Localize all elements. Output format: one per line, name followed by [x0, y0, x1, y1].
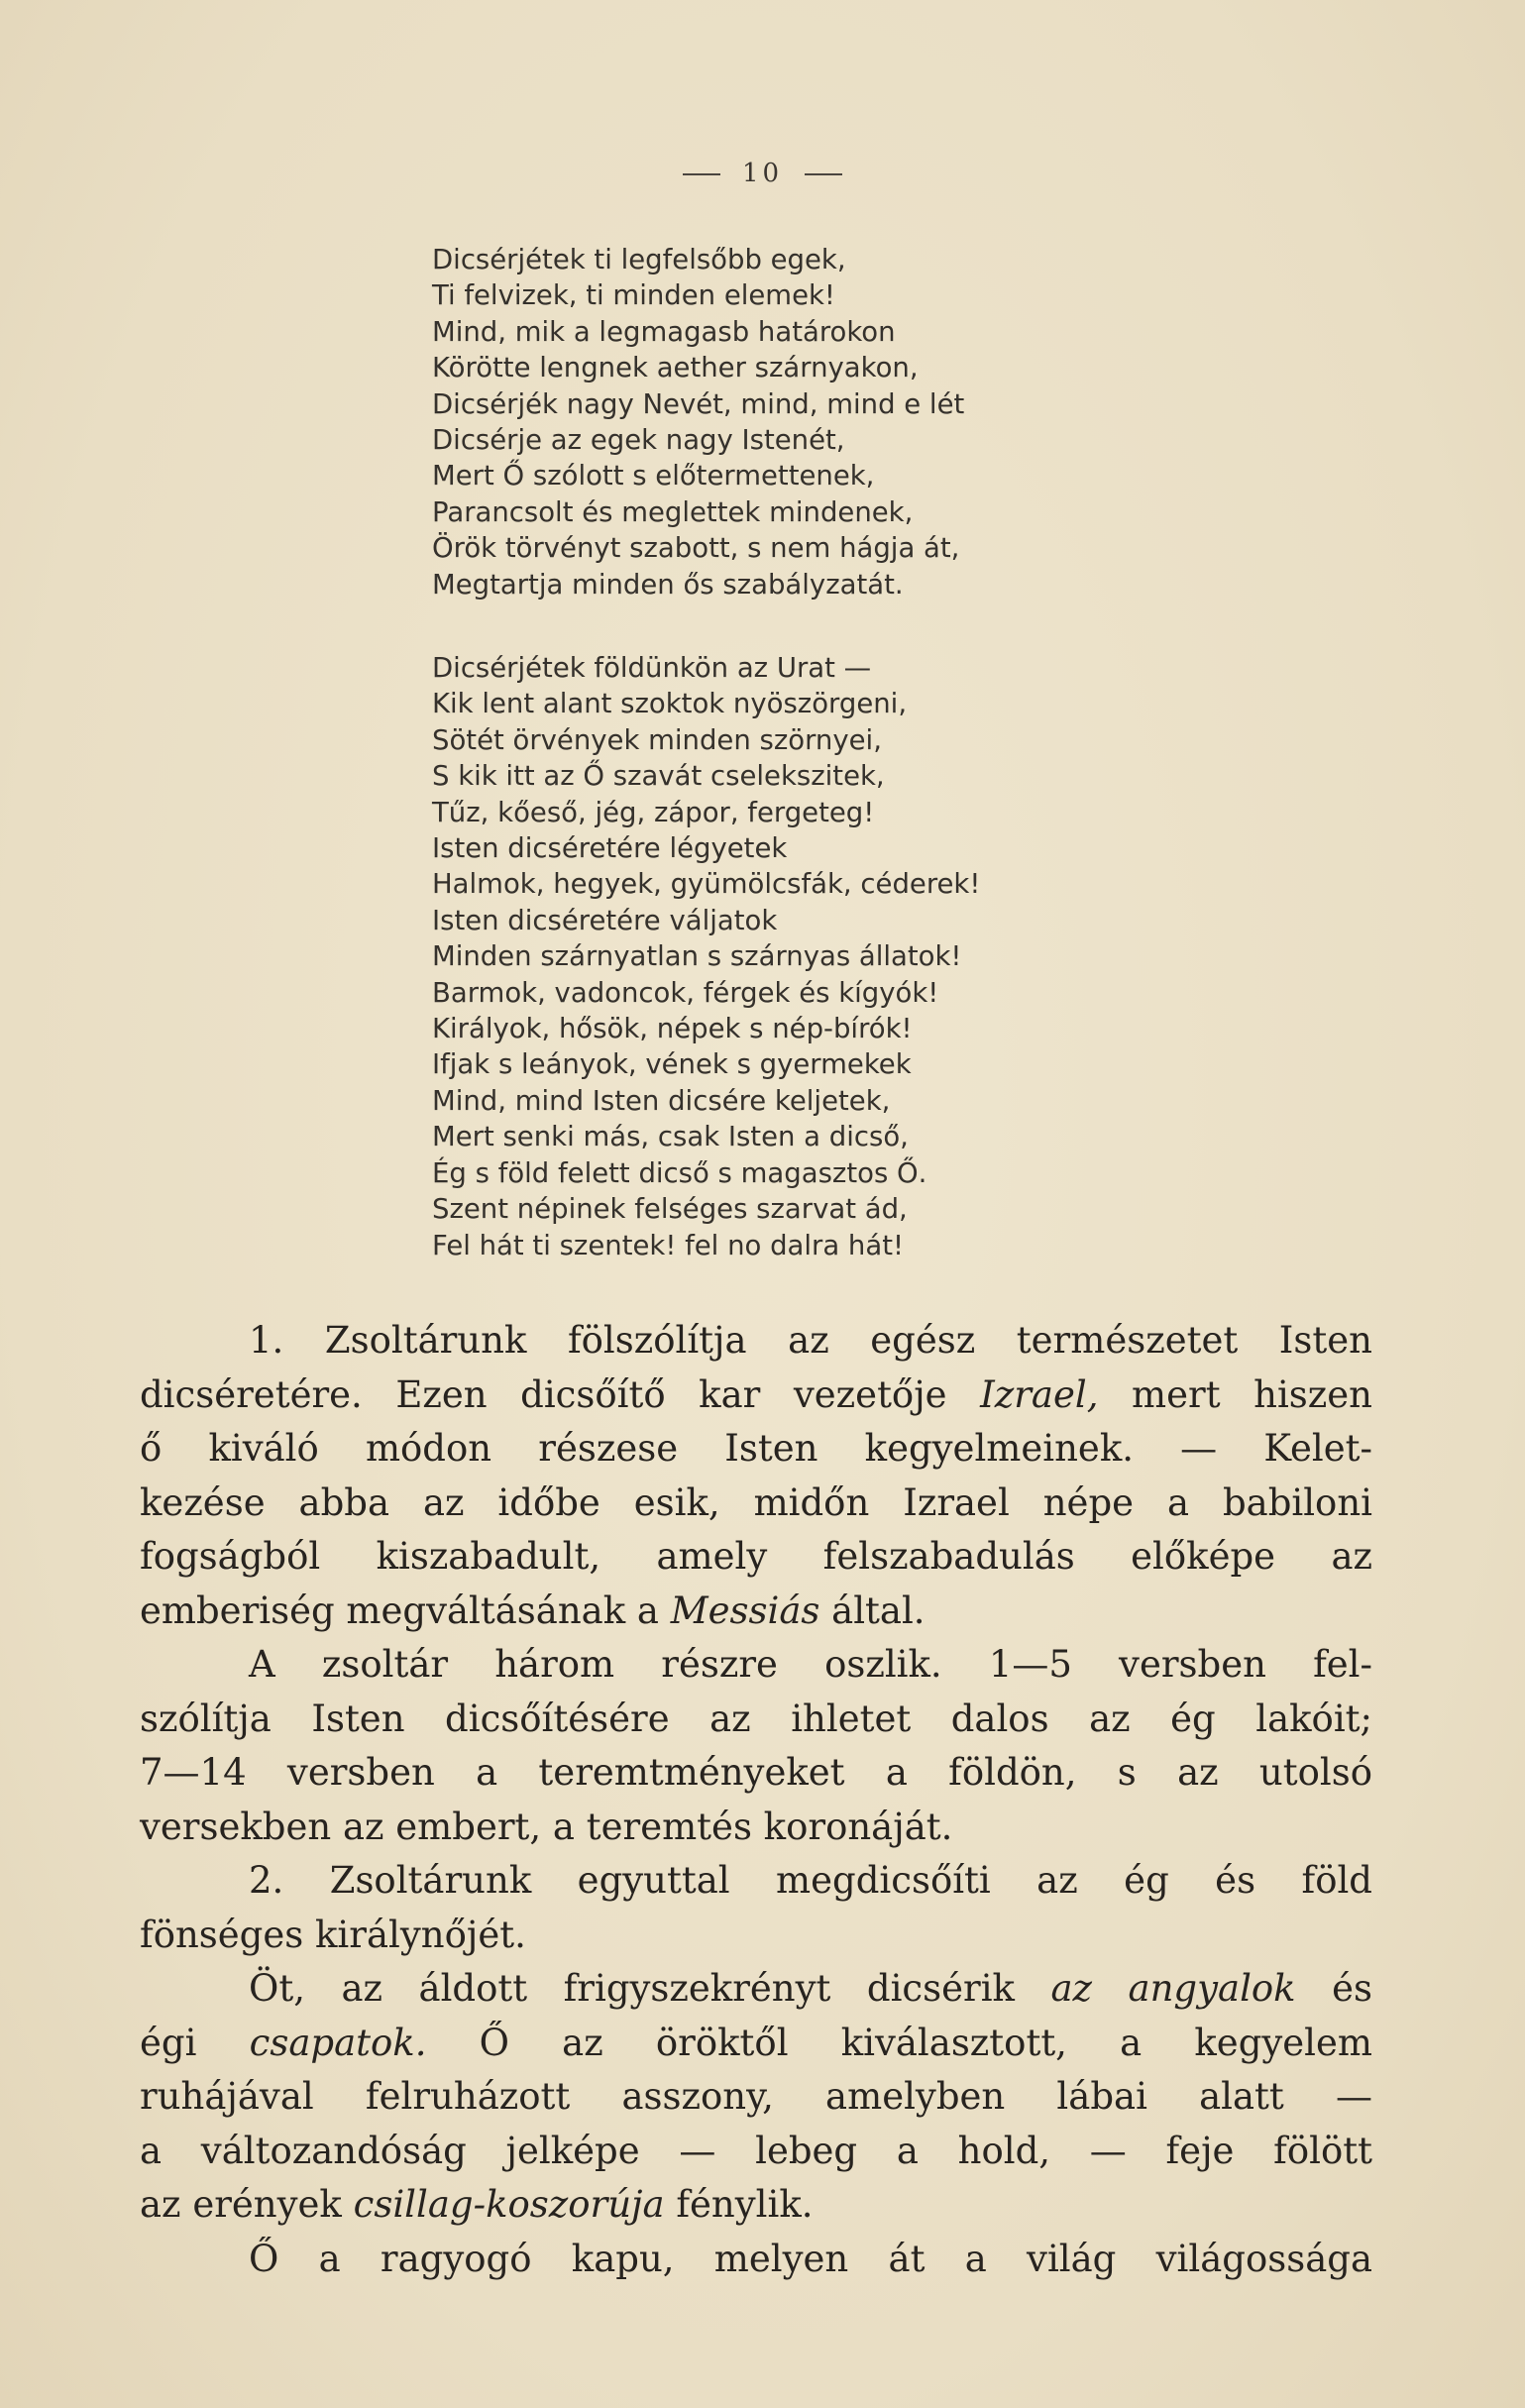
- poem-line: Mert senki más, csak Isten a dicső,: [432, 1121, 909, 1153]
- commentary-line: 7—14 versben a teremtményeket a földön, s az utolsó: [140, 1751, 1372, 1794]
- commentary-line: kezése abba az időbe esik, midőn Izrael népe a babiloni: [140, 1480, 1372, 1524]
- commentary-text: emberiség megváltásának a: [140, 1588, 659, 1632]
- poem-line: Isten dicséretére légyetek: [432, 832, 788, 865]
- commentary-line: [140, 1314, 1372, 1368]
- poem-line: Fel hát ti szentek! fel no dalra hát!: [432, 1229, 904, 1261]
- commentary-line: fönséges királynőjét.: [140, 1913, 526, 1956]
- commentary-line: a változandóság jelképe — lebeg a hold, — feje fölött: [140, 2129, 1372, 2172]
- italic-term: csillag-koszorúja: [353, 2183, 665, 2226]
- italic-term: csapatok.: [249, 2021, 427, 2064]
- poem-line: Kik lent alant szoktok nyöszörgeni,: [432, 688, 908, 720]
- poem-line: Ég s föld felett dicső s magasztos Ő.: [432, 1156, 927, 1189]
- poem-line: Mert Ő szólott s előtermettenek,: [432, 460, 875, 493]
- poem-line: Isten dicséretére váljatok: [432, 904, 778, 936]
- poem-stanza-2: [432, 650, 1185, 1263]
- commentary-text: Ő az öröktől kiválasztott, a kegyelem: [479, 2021, 1372, 2064]
- poem-stanza-1: [432, 242, 1185, 602]
- commentary-text: és: [1332, 1967, 1373, 2010]
- poem-line: Sötét örvények minden szörnyei,: [432, 723, 882, 756]
- poem-line: Ti felvizek, ti minden elemek!: [432, 279, 835, 312]
- poem-line: Dicsérjétek ti legfelsőbb egek,: [432, 244, 846, 275]
- italic-term: Izrael,: [980, 1372, 1099, 1416]
- page-number-text: 10: [741, 159, 784, 188]
- poem-line: S kik itt az Ő szavát cselekszitek,: [432, 760, 885, 793]
- poem-line: Mind, mik a legmagasb határokon: [432, 315, 896, 348]
- commentary-text: által.: [831, 1588, 926, 1632]
- poem-line: Barmok, vadoncok, férgek és kígyók!: [432, 976, 939, 1009]
- right-dash-ornament: [805, 173, 842, 175]
- commentary-text: az erények: [140, 2183, 342, 2226]
- poem-line: Körötte lengnek aether szárnyakon,: [432, 352, 919, 384]
- commentary-text: fénylik.: [676, 2183, 814, 2226]
- commentary-text: mert hiszen: [1132, 1372, 1372, 1416]
- italic-term: az angyalok: [1050, 1967, 1296, 2010]
- commentary-line: Ő a ragyogó kapu, melyen át a világ világossága: [249, 2237, 1372, 2280]
- commentary-line: [140, 1962, 1372, 2017]
- commentary-line: szólítja Isten dicsőítésére az ihletet dalos az ég lakóit;: [140, 1697, 1372, 1740]
- poem-line: Dicsérjék nagy Nevét, mind, mind e lét: [432, 387, 965, 420]
- commentary-line: [140, 1368, 1372, 1423]
- commentary-line: fogságból kiszabadult, amely felszabadulás előképe az: [140, 1535, 1372, 1578]
- commentary-text: Zsoltárunk fölszólítja az egész természetet Isten: [324, 1319, 1373, 1362]
- left-dash-ornament: [683, 173, 720, 175]
- commentary-body: [140, 1314, 1372, 2286]
- commentary-text: dicséretére. Ezen dicsőítő kar vezetője: [140, 1372, 947, 1416]
- poem-line: Halmok, hegyek, gyümölcsfák, céderek!: [432, 868, 981, 901]
- page-number: [0, 159, 1525, 188]
- commentary-text: égi: [140, 2021, 197, 2064]
- italic-term: Messiás: [670, 1588, 820, 1632]
- commentary-line: [140, 2017, 1372, 2071]
- commentary-line: A zsoltár három részre oszlik. 1—5 versben fel-: [249, 1643, 1372, 1686]
- poem-line: Minden szárnyatlan s szárnyas állatok!: [432, 940, 962, 973]
- commentary-line: 2. Zsoltárunk egyuttal megdicsőíti az ég és föld: [249, 1859, 1372, 1902]
- poem-line: Dicsérje az egek nagy Istenét,: [432, 424, 845, 457]
- poem-line: Szent népinek felséges szarvat ád,: [432, 1193, 908, 1226]
- poem-line: Dicsérjétek földünkön az Urat —: [432, 652, 872, 684]
- commentary-line: ő kiváló módon részese Isten kegyelmeinek. — Kelet-: [140, 1427, 1372, 1470]
- commentary-line: versekben az embert, a teremtés koronáját.: [140, 1805, 953, 1848]
- poem-line: Ifjak s leányok, vének s gyermekek: [432, 1048, 912, 1081]
- section-number: 1.: [249, 1319, 284, 1362]
- commentary-line: ruhájával felruházott asszony, amelyben lábai alatt —: [140, 2075, 1372, 2118]
- poem-line: Tűz, kőeső, jég, zápor, fergeteg!: [432, 796, 875, 828]
- commentary-line: [140, 2178, 1372, 2233]
- poem-line: Királyok, hősök, népek s nép-bírók!: [432, 1013, 913, 1045]
- commentary-text: Öt, az áldott frigyszekrényt dicsérik: [249, 1967, 1015, 2010]
- commentary-line: [140, 1585, 1372, 1639]
- poem-line: Mind, mind Isten dicsére keljetek,: [432, 1084, 891, 1117]
- poem-line: Örök törvényt szabott, s nem hágja át,: [432, 532, 960, 565]
- poem-line: Megtartja minden ős szabályzatát.: [432, 568, 904, 601]
- poem-line: Parancsolt és meglettek mindenek,: [432, 495, 914, 528]
